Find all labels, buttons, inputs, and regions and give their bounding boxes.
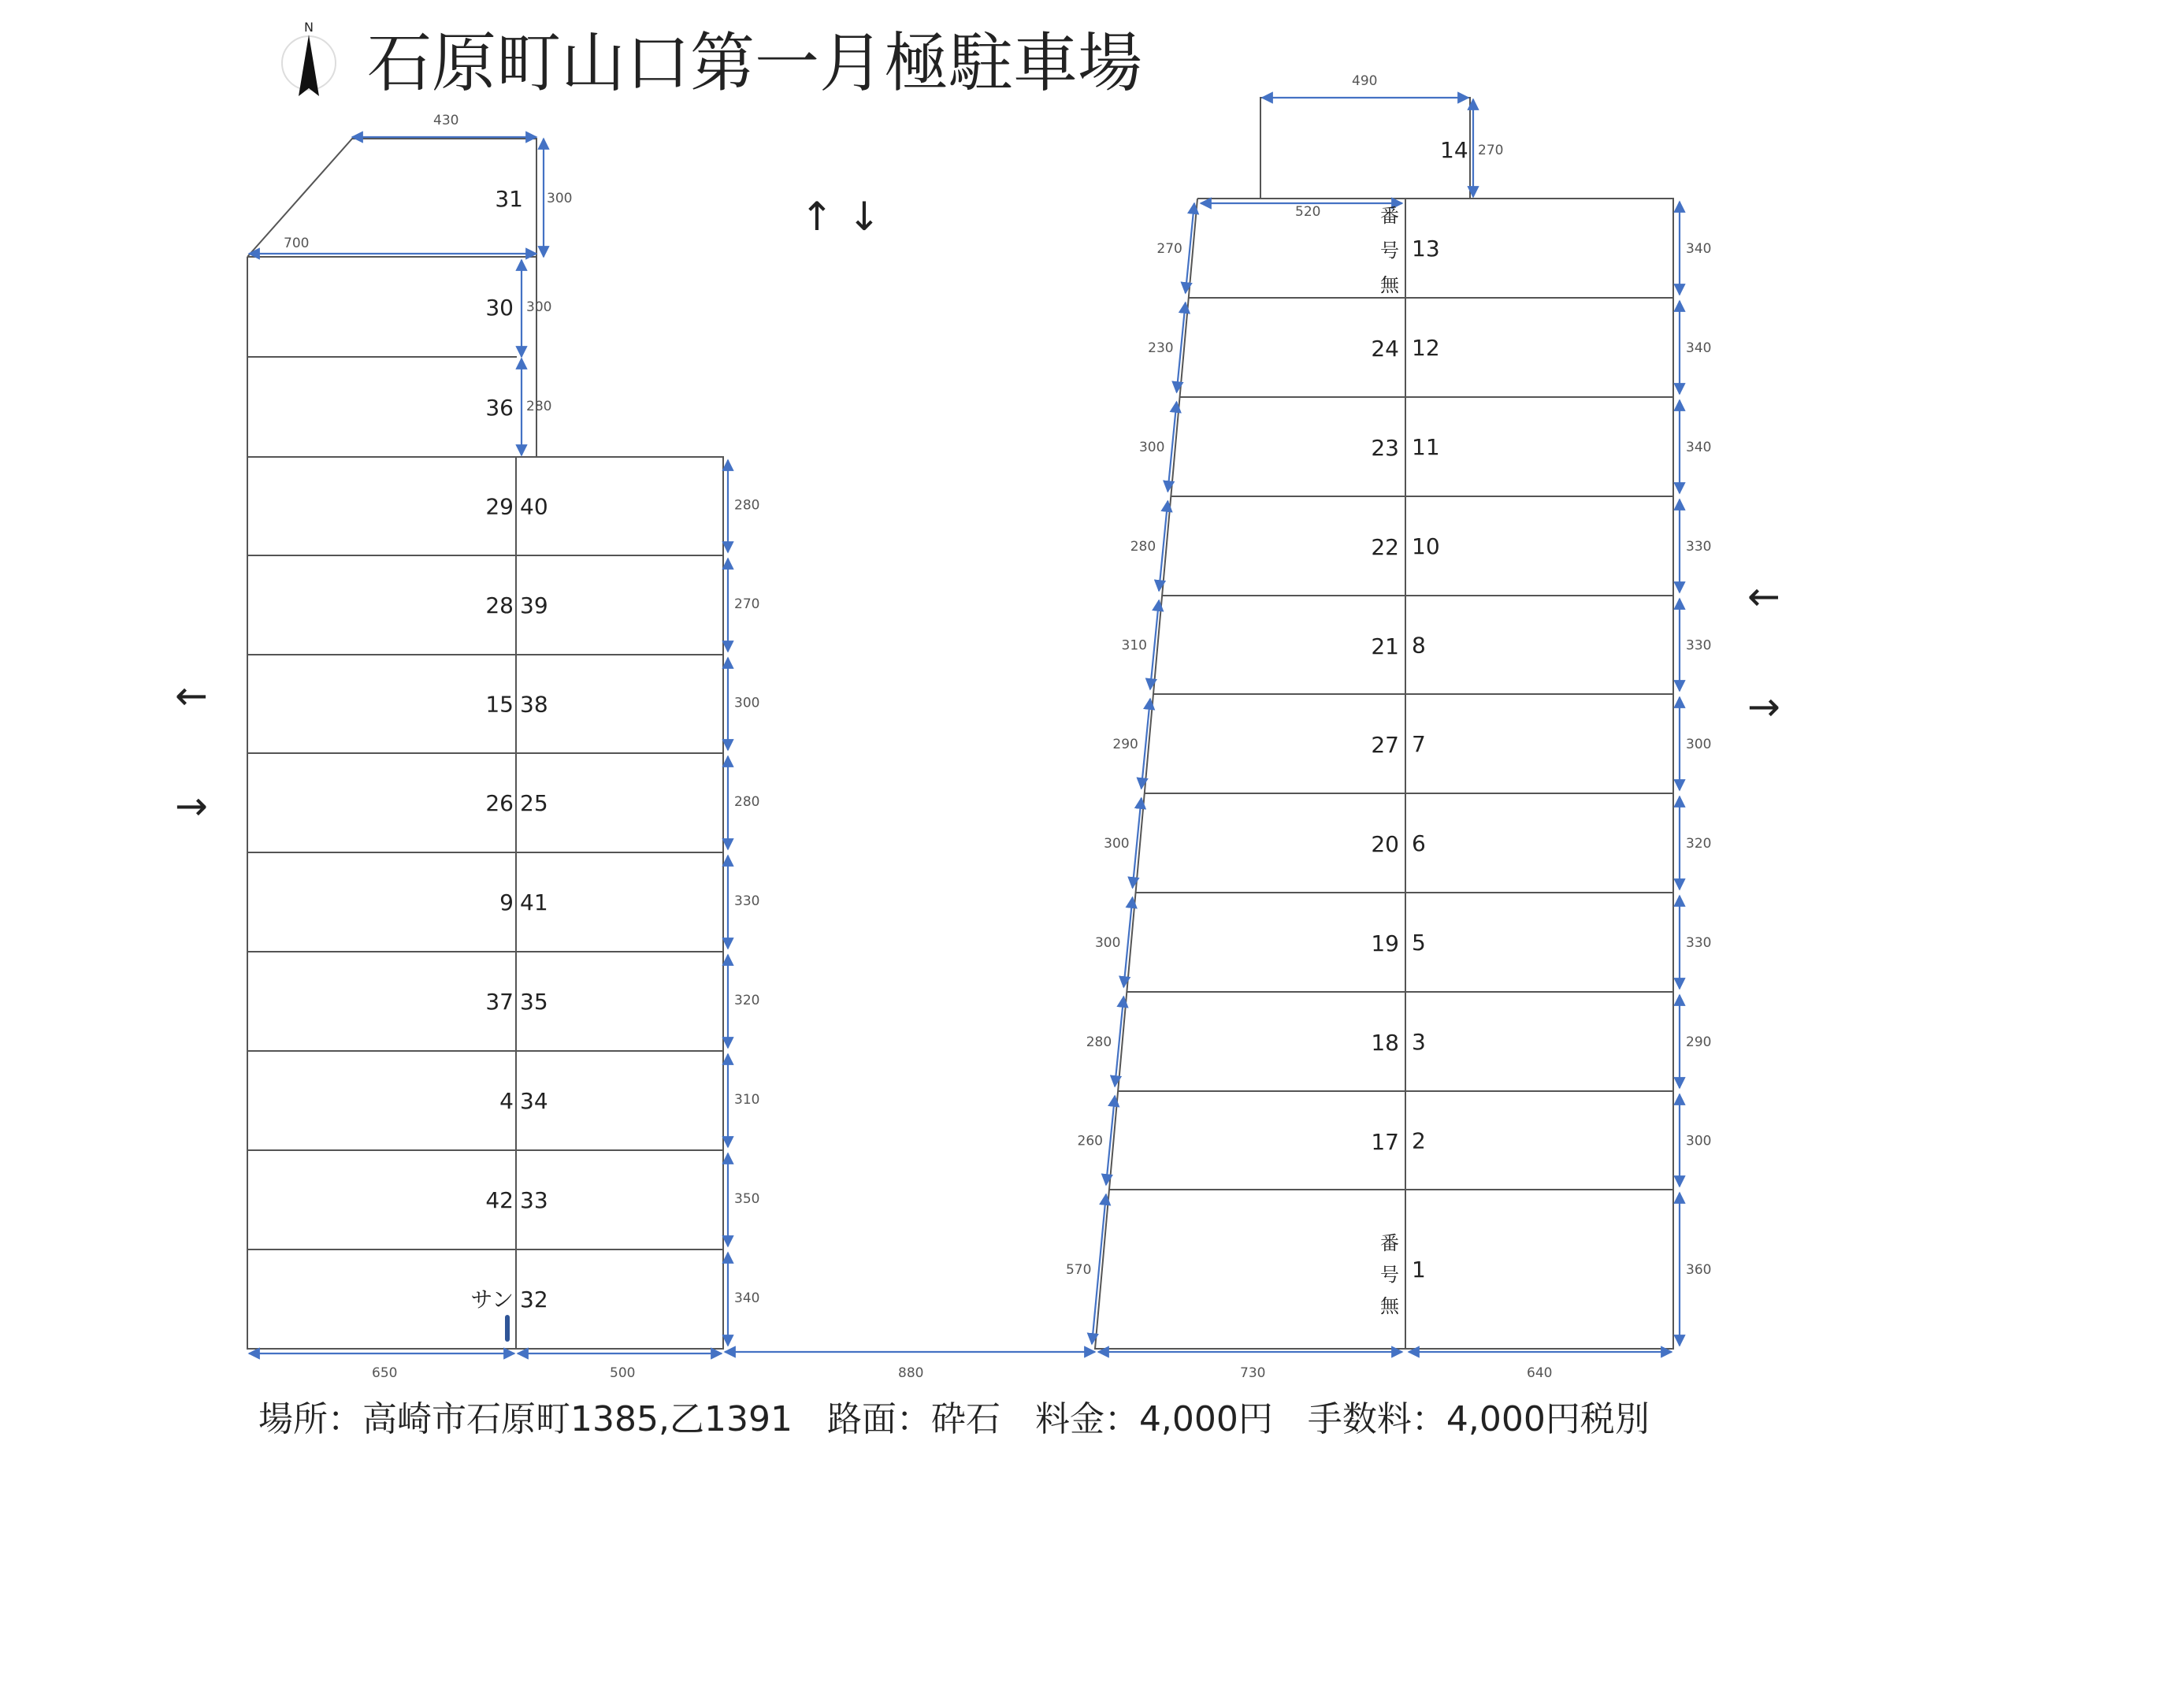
svg-text:無: 無 (1380, 274, 1399, 296)
dim-14-height: 270 (1478, 143, 1504, 158)
slot-35: 35 (520, 989, 548, 1015)
slot-unnumbered-bottom (1380, 1232, 1400, 1317)
dim-left-right-label-0: 280 (734, 497, 760, 514)
dim-upper-2: 300 (526, 299, 552, 315)
arrow-left-east: ← (1747, 574, 1780, 619)
slot-40: 40 (520, 493, 548, 520)
slot-5: 5 (1412, 930, 1426, 956)
dim-right-right-label-2: 340 (1686, 440, 1712, 455)
slot-4: 4 (499, 1088, 514, 1114)
dim-right-right-label-6: 320 (1686, 836, 1712, 852)
slot-15: 15 (485, 691, 514, 718)
slot-32: 32 (520, 1287, 548, 1313)
slot-19: 19 (1371, 930, 1399, 956)
dim-right-left-label-8: 280 (1086, 1034, 1112, 1050)
dim-right-left-label-2: 300 (1138, 440, 1165, 455)
dim-right-left-label-0: 270 (1156, 241, 1182, 257)
slot-1: 1 (1412, 1257, 1426, 1283)
slot-30: 30 (485, 295, 514, 321)
slot-13: 13 (1412, 236, 1440, 262)
dim-upper-3: 280 (526, 399, 552, 414)
page-title: 石原町山口第一月極駐車場 (367, 26, 1143, 101)
slot-41: 41 (520, 889, 548, 915)
slot-10: 10 (1412, 533, 1440, 559)
arrow-right-east: → (1747, 684, 1780, 730)
dim-right-right-label-0: 340 (1686, 241, 1712, 257)
dim-right-top-520: 520 (1295, 204, 1321, 220)
slot-22: 22 (1371, 534, 1399, 560)
dim-bottom-640: 640 (1527, 1365, 1553, 1381)
svg-text:番: 番 (1380, 1232, 1399, 1254)
slot-8: 8 (1412, 632, 1426, 659)
dim-left-right-label-5: 320 (734, 993, 760, 1008)
dim-right-left-label-1: 230 (1148, 340, 1174, 356)
slot-36: 36 (485, 395, 514, 421)
dim-right-right-label-1: 340 (1686, 340, 1712, 356)
slot-29: 29 (485, 493, 514, 520)
slot-21: 21 (1371, 633, 1399, 659)
compass-icon (282, 20, 336, 96)
dim-left-right-label-6: 310 (734, 1092, 760, 1108)
slot-33: 33 (520, 1187, 548, 1213)
slot-18: 18 (1371, 1030, 1399, 1056)
slot-34: 34 (520, 1088, 548, 1114)
slot-7: 7 (1412, 731, 1426, 757)
dim-road-880: 880 (898, 1365, 924, 1381)
dim-left-right-label-8: 340 (734, 1290, 760, 1306)
compass-letter: N (304, 20, 314, 35)
slot-25: 25 (520, 790, 548, 816)
dim-upper-1: 300 (547, 191, 573, 206)
dim-right-right-label-8: 290 (1686, 1034, 1712, 1050)
right-block (1066, 73, 1711, 1381)
dim-right-right-label-9: 300 (1686, 1133, 1712, 1149)
slot-28: 28 (485, 592, 514, 618)
slot-20: 20 (1371, 831, 1399, 857)
slot-31: 31 (495, 186, 523, 212)
slot-39: 39 (520, 592, 548, 618)
dim-right-right-label-7: 330 (1686, 935, 1712, 951)
dim-right-left-label-5: 290 (1112, 737, 1138, 752)
slot-26: 26 (485, 790, 514, 816)
slot-12: 12 (1412, 335, 1440, 361)
arrow-down: ↓ (848, 194, 881, 239)
dim-bottom-500: 500 (610, 1365, 636, 1381)
slot-9: 9 (499, 889, 514, 915)
slot-11: 11 (1412, 434, 1440, 460)
dim-right-left-10 (1092, 1194, 1106, 1344)
arrow-right-west: → (175, 783, 208, 829)
dim-bottom-650: 650 (372, 1365, 398, 1381)
dim-14-width: 490 (1352, 73, 1378, 89)
slot-37: 37 (485, 989, 514, 1015)
arrow-up: ↑ (800, 194, 833, 239)
slot-23: 23 (1371, 435, 1399, 461)
dim-right-right-label-10: 360 (1686, 1262, 1712, 1278)
dim-right-left-label-9: 260 (1077, 1133, 1104, 1149)
slot-6: 6 (1412, 830, 1426, 856)
dim-right-right-label-4: 330 (1686, 637, 1712, 654)
svg-text:号: 号 (1380, 239, 1399, 262)
slot-38: 38 (520, 691, 548, 718)
arrow-left-west: ← (175, 673, 208, 718)
dim-top-430: 430 (433, 113, 459, 128)
dim-right-left-label-6: 300 (1104, 836, 1130, 852)
dim-left-right-label-2: 300 (734, 695, 760, 711)
slot-3: 3 (1412, 1029, 1426, 1055)
dim-right-left-label-3: 280 (1130, 539, 1156, 555)
dim-left-right-label-3: 280 (734, 794, 760, 810)
dim-right-left-label-4: 310 (1121, 637, 1148, 654)
slot-17: 17 (1371, 1129, 1399, 1155)
dim-left-right-label-7: 350 (734, 1191, 760, 1207)
slot-14: 14 (1440, 137, 1468, 163)
dim-left-right-label-4: 330 (734, 893, 760, 909)
slot-42: 42 (485, 1187, 514, 1213)
dim-right-left-label-10: 570 (1065, 1262, 1092, 1278)
dim-left-right-label-1: 270 (734, 596, 760, 612)
dim-right-right-label-5: 300 (1686, 737, 1712, 752)
svg-text:無: 無 (1380, 1295, 1399, 1317)
left-block (247, 113, 759, 1381)
svg-text:号: 号 (1380, 1264, 1399, 1286)
slot-サン: サン (470, 1287, 514, 1313)
dim-right-left-label-7: 300 (1094, 935, 1121, 951)
slot-27: 27 (1371, 732, 1399, 758)
slot-unnumbered-top (1380, 205, 1400, 296)
footer-info: 場所：高崎市石原町1385,乙1391 路面：砕石 料金：4,000円 手数料：4,000円税別 (258, 1399, 1650, 1439)
slot-2: 2 (1412, 1127, 1426, 1154)
dim-right-right-label-3: 330 (1686, 539, 1712, 555)
dim-slope-700: 700 (284, 236, 310, 251)
dim-bottom-730: 730 (1240, 1365, 1266, 1381)
slot-24: 24 (1371, 336, 1399, 362)
svg-text:番: 番 (1380, 205, 1399, 227)
